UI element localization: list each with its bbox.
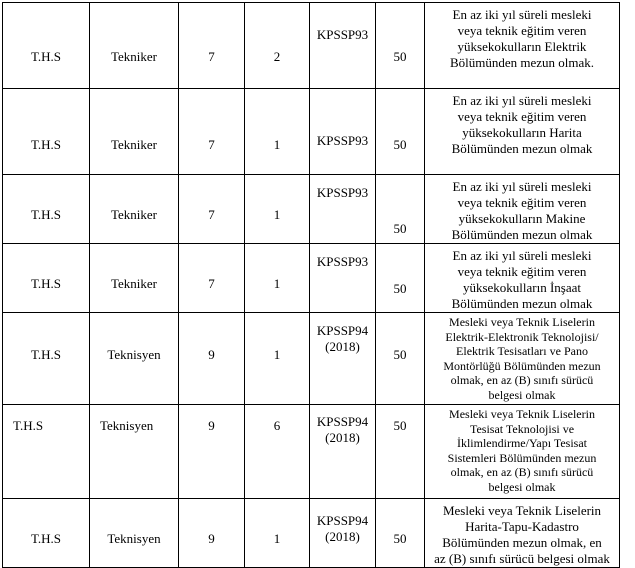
code: KPSSP94 (2018) [316,323,369,354]
title-cell [90,89,179,175]
title: Teknisyen [100,418,154,433]
score-cell [376,313,425,405]
count: 1 [273,137,281,152]
grade: 7 [208,276,215,291]
table-row [3,3,620,89]
count-cell [245,499,310,568]
score: 50 [393,221,407,236]
code: KPSSP93 [316,254,369,269]
qualification-text: Mesleki veya Teknik Liselerin Tesisat Teknolojisi ve İklimlendirme/Yapı Tesisat Sistemleri Bölümünden mezun olmak, en az (B) sınıfı sürücü belgesi olmak [447,407,597,494]
table-row [3,244,620,313]
grade-cell [179,175,245,244]
code-cell [310,3,376,89]
unit-cell [3,244,90,313]
count-cell [245,3,310,89]
count-cell [245,244,310,313]
grade-cell [179,89,245,175]
unit-cell [3,89,90,175]
qualification-text: En az iki yıl süreli mesleki veya teknik eğitim veren yüksekokulların Makine Bölümünden mezun olmak [451,179,593,242]
code: KPSSP93 [316,133,369,148]
score-cell [376,175,425,244]
grade: 9 [208,347,215,362]
qualification-text: En az iki yıl süreli mesleki veya teknik eğitim veren yüksekokulların Harita Bölümünden mezun olmak [451,93,593,156]
score-cell [376,499,425,568]
count: 1 [273,276,281,291]
grade: 7 [208,207,215,222]
title: Tekniker [110,49,157,64]
qualification-cell [425,89,620,175]
table-row [3,175,620,244]
table-row [3,89,620,175]
score: 50 [393,137,407,152]
score-cell [376,89,425,175]
code: KPSSP93 [316,27,369,42]
count: 1 [273,347,281,362]
title-cell [90,175,179,244]
score-cell [376,405,425,499]
grade: 9 [208,531,215,546]
code: KPSSP94 (2018) [316,414,369,445]
score: 50 [393,418,407,433]
unit: T.H.S [30,531,62,546]
title-cell [90,3,179,89]
count: 1 [273,207,281,222]
grade-cell [179,499,245,568]
title-cell [90,313,179,405]
code: KPSSP93 [316,185,369,200]
grade: 9 [208,418,215,433]
count: 2 [273,49,281,64]
score: 50 [393,531,407,546]
count-cell [245,405,310,499]
unit: T.H.S [30,347,62,362]
score: 50 [393,281,407,296]
qualification-text: Mesleki veya Teknik Liselerin Harita-Tapu-Kadastro Bölümünden mezun olmak, en az (B) sınıfı sürücü belgesi olmak [434,503,610,566]
title: Tekniker [110,276,157,291]
code-cell [310,89,376,175]
qualification-cell [425,3,620,89]
score: 50 [393,49,407,64]
unit: T.H.S [13,418,44,433]
count: 1 [273,531,281,546]
count-cell [245,175,310,244]
grade-cell [179,244,245,313]
unit-cell [3,313,90,405]
title: Tekniker [110,137,157,152]
qualification-cell [425,499,620,568]
grade: 7 [208,49,215,64]
score-cell [376,3,425,89]
grade: 7 [208,137,215,152]
unit-cell [3,3,90,89]
unit: T.H.S [30,49,62,64]
table-row [3,313,620,405]
code: KPSSP94 (2018) [316,513,369,544]
title-cell [90,499,179,568]
qualification-cell [425,313,620,405]
qualification-text: En az iki yıl süreli mesleki veya teknik eğitim veren yüksekokulların İnşaat Bölümünden mezun olmak [451,248,593,311]
table-row [3,405,620,499]
unit-cell [3,499,90,568]
title: Teknisyen [107,531,161,546]
title: Tekniker [110,207,157,222]
count-cell [245,313,310,405]
qualification-text: En az iki yıl süreli mesleki veya teknik eğitim veren yüksekokulların Elektrik Bölümünden mezun olmak. [449,7,595,70]
code-cell [310,175,376,244]
code-cell [310,499,376,568]
score-cell [376,244,425,313]
grade-cell [179,405,245,499]
grade-cell [179,3,245,89]
unit: T.H.S [30,137,62,152]
score: 50 [393,347,407,362]
qualification-text: Mesleki veya Teknik Liselerin Elektrik-Elektronik Teknolojisi/ Elektrik Tesisatları ve Pano Montörlüğü Bölümünden mezun olmak, en az (B) sınıfı sürücü belgesi olmak [443,315,601,402]
unit-cell [3,405,90,499]
table-row [3,499,620,568]
count-cell [245,89,310,175]
code-cell [310,313,376,405]
code-cell [310,244,376,313]
title-cell [90,244,179,313]
qualification-cell [425,244,620,313]
grade-cell [179,313,245,405]
title: Teknisyen [107,347,161,362]
unit-cell [3,175,90,244]
unit: T.H.S [30,207,62,222]
title-cell [90,405,179,499]
positions-table [2,2,620,568]
qualification-cell [425,175,620,244]
code-cell [310,405,376,499]
count: 6 [273,418,281,433]
unit: T.H.S [30,276,62,291]
qualification-cell [425,405,620,499]
